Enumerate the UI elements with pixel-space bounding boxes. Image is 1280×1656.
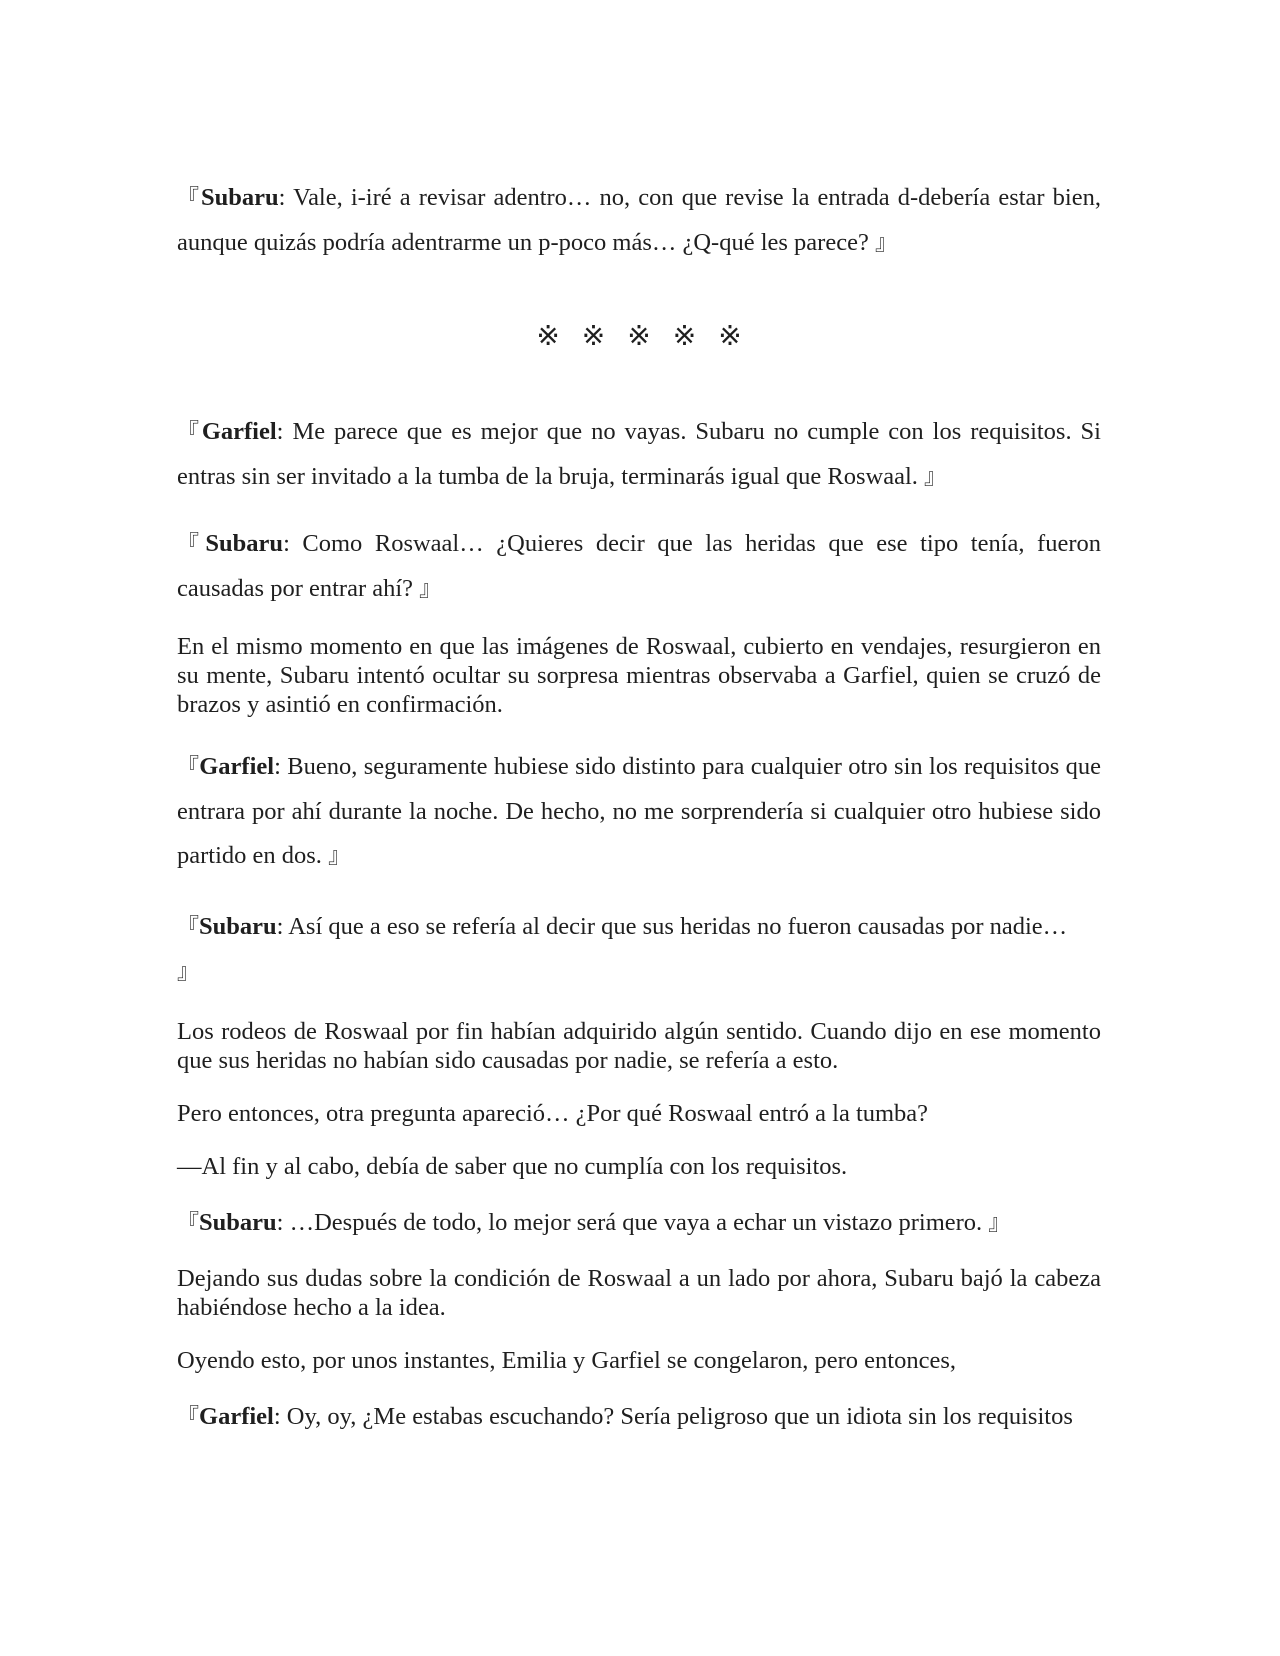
speaker-name: Garfiel	[199, 753, 275, 780]
speaker-name: Subaru	[205, 530, 284, 557]
speaker-name: Subaru	[200, 184, 279, 211]
quote-open: 『	[177, 1405, 200, 1430]
quote-close: 』	[874, 231, 897, 256]
narration-paragraph: Dejando sus dudas sobre la condición de Roswaal a un lado por ahora, Subaru bajó la cabeza habiéndose hecho a la idea.	[177, 1265, 1101, 1321]
quote-open: 『	[177, 1211, 200, 1236]
quote-close: 』	[419, 577, 442, 602]
quote-close: 』	[988, 1211, 1011, 1236]
dialog-text: : Bueno, seguramente hubiese sido distinto para cualquier otro sin los requisitos que entrara por ahí durante la noche. De hecho, no me sorprendería si cualquier otro hubiese sido partido en dos.	[177, 753, 1101, 869]
dialog-text: : Así que a eso se refería al decir que sus heridas no fueron causadas por nadie…	[276, 913, 1068, 940]
narration-paragraph: En el mismo momento en que las imágenes de Roswaal, cubierto en vendajes, resurgieron en su mente, Subaru intentó ocultar su sorpresa mientras observaba a Garfiel, quien se cruzó de brazos y asintió en confirmación.	[177, 633, 1101, 718]
dialog-line	[177, 745, 1101, 879]
dialog-text: : Como Roswaal… ¿Quieres decir que las heridas que ese tipo tenía, fueron causadas por entrar ahí?	[177, 530, 1101, 602]
dialog-text: : Vale, i-iré a revisar adentro… no, con que revise la entrada d-debería estar bien, aunque quizás podría adentrarme un p-poco más… ¿Q-qué les parece?	[177, 184, 1101, 256]
quote-open: 『	[177, 186, 201, 211]
dialog-text: : Oy, oy, ¿Me estabas escuchando? Sería peligroso que un idiota sin los requisitos	[273, 1403, 1073, 1430]
quote-close: 』	[177, 960, 200, 985]
dialog-line	[177, 522, 1101, 612]
dialog-text: : …Después de todo, lo mejor será que vaya a echar un vistazo primero.	[276, 1209, 983, 1236]
dialog-line	[177, 905, 1101, 995]
narration-paragraph: Pero entonces, otra pregunta apareció… ¿Por qué Roswaal entró a la tumba?	[177, 1100, 929, 1127]
narration-paragraph: Oyendo esto, por unos instantes, Emilia y Garfiel se congelaron, pero entonces,	[177, 1347, 957, 1374]
dialog-line	[177, 410, 1101, 500]
narration-paragraph: Los rodeos de Roswaal por fin habían adquirido algún sentido. Cuando dijo en ese momento que sus heridas no habían sido causadas por nadie, se refería a esto.	[177, 1018, 1101, 1074]
speaker-name: Garfiel	[201, 418, 277, 445]
quote-close: 』	[924, 465, 947, 490]
dialog-line	[177, 1201, 1101, 1246]
dialog-line	[177, 1395, 1101, 1440]
dialog-text: : Me parece que es mejor que no vayas. Subaru no cumple con los requisitos. Si entras sin ser invitado a la tumba de la bruja, terminarás igual que Roswaal.	[177, 418, 1101, 490]
quote-open: 『	[177, 532, 206, 557]
quote-open: 『	[177, 915, 200, 940]
quote-open: 『	[177, 420, 202, 445]
scene-separator: ※※※※※	[536, 319, 764, 352]
document-body	[177, 176, 1101, 1440]
quote-open: 『	[177, 755, 200, 780]
dialog-line	[177, 176, 1101, 266]
narration-paragraph: —Al fin y al cabo, debía de saber que no cumplía con los requisitos.	[177, 1153, 848, 1180]
quote-close: 』	[328, 844, 351, 869]
speaker-name: Subaru	[199, 913, 277, 940]
speaker-name: Garfiel	[199, 1403, 274, 1430]
speaker-name: Subaru	[199, 1209, 277, 1236]
